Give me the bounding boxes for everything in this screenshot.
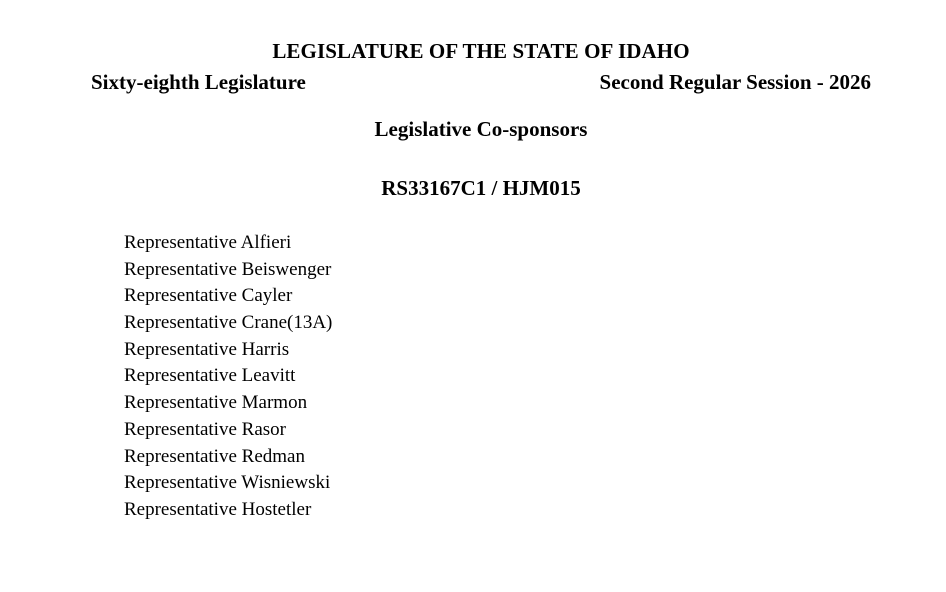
cosponsor-item: Representative Cayler	[124, 285, 293, 307]
cosponsor-item: Representative Harris	[124, 338, 290, 360]
cosponsor-item: Representative Wisniewski	[124, 472, 331, 494]
cosponsor-item: Representative Marmon	[124, 392, 308, 414]
cosponsor-item: Representative Redman	[124, 445, 305, 467]
session-label: Second Regular Session - 2026	[599, 70, 871, 94]
cosponsor-item: Representative Beiswenger	[124, 258, 332, 280]
bill-identifier: RS33167C1 / HJM015	[381, 176, 581, 200]
cosponsor-item: Representative Alfieri	[124, 232, 292, 253]
legislature-label: Sixty-eighth Legislature	[91, 70, 306, 94]
cosponsor-list	[124, 230, 332, 524]
cosponsor-item: Representative Leavitt	[124, 365, 296, 387]
document-subtitle: Legislative Co-sponsors	[374, 117, 588, 141]
cosponsor-item: Representative Crane(13A)	[124, 312, 333, 334]
cosponsor-item: Representative Hostetler	[124, 498, 312, 520]
cosponsor-item: Representative Rasor	[124, 418, 286, 440]
document-title: LEGISLATURE OF THE STATE OF IDAHO	[272, 39, 690, 63]
